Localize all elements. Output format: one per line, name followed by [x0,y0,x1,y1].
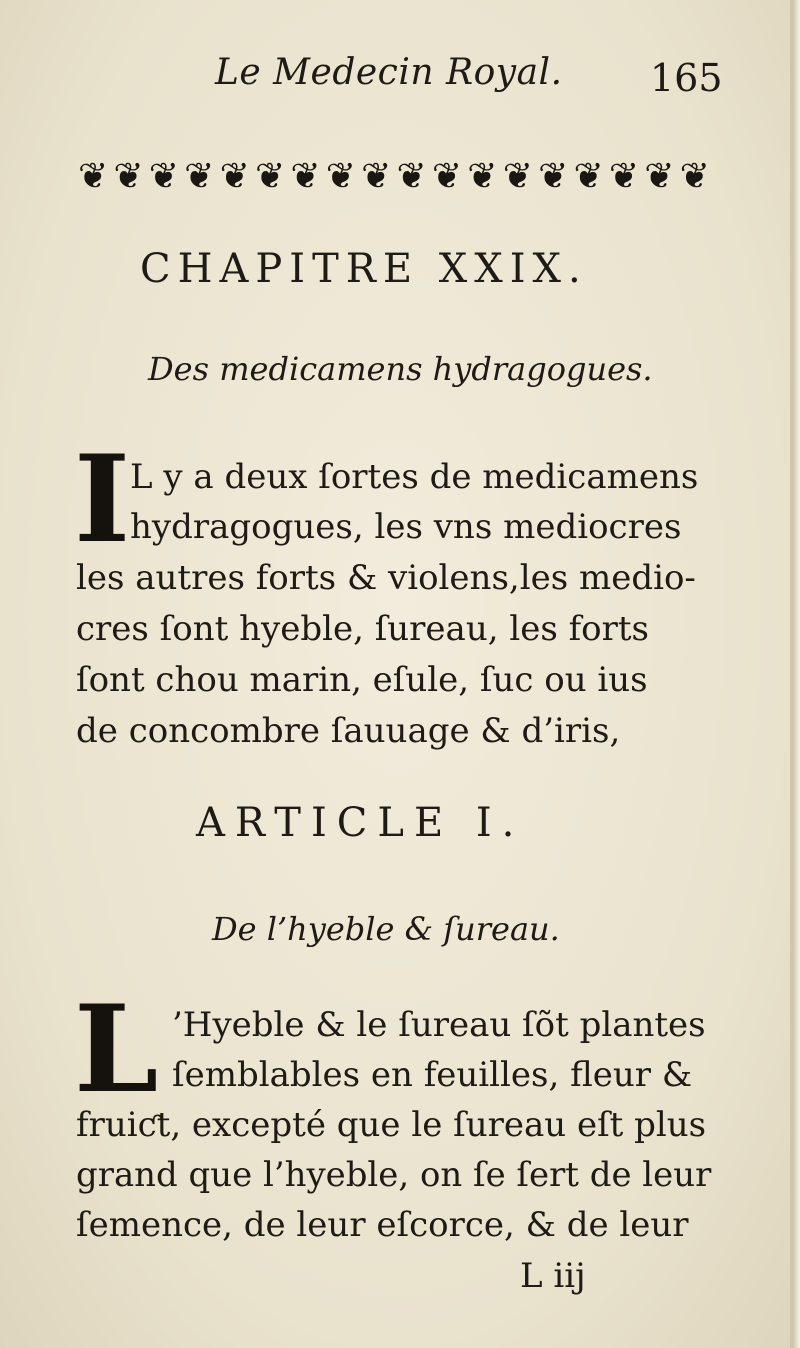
fleuron-icon: ❦ [219,156,250,197]
chapter-subtitle: Des medicamens hydragogues. [148,350,653,388]
article-heading: ARTICLE I. [196,800,525,846]
fleuron-icon: ❦ [467,156,498,197]
text-line: ſemence, de leur eſcorce, & de leur [76,1205,689,1245]
running-head-title: Le Medecin Royal. [215,52,563,93]
text-line: hydragogues, les vns mediocres [130,507,682,547]
text-line: ’Hyeble & le ſureau ſõt plantes [172,1005,706,1045]
fleuron-icon: ❦ [113,156,144,197]
text-line: les autres forts & violens,les medio- [76,558,696,598]
article-subtitle: De l’hyeble & ſureau. [212,910,560,948]
signature-mark: L iij [520,1256,586,1296]
fleuron-icon: ❦ [184,156,215,197]
fleuron-icon: ❦ [361,156,392,197]
page-number: 165 [650,56,723,100]
fleuron-icon: ❦ [502,156,533,197]
fleuron-icon: ❦ [325,156,356,197]
text-line: grand que l’hyeble, on ſe ſert de leur [76,1155,712,1195]
text-line: ſont chou marin, eſule, ſuc ou ius [76,660,648,700]
chapter-heading: CHAPITRE XXIX. [140,246,588,292]
fleuron-icon: ❦ [254,156,286,197]
fleuron-icon: ❦ [679,156,710,197]
fleuron-icon: ❦ [396,156,427,197]
fleuron-icon: ❦ [573,156,604,197]
drop-cap: I [74,429,131,570]
fleuron-icon: ❦ [78,156,109,197]
text-line: fruiƈt, excepté que le ſureau eſt plus [76,1105,707,1145]
drop-cap: L [74,979,159,1120]
text-line: L y a deux ſortes de medicamens [130,457,699,497]
fleuron-icon: ❦ [538,156,569,197]
page-edge [792,0,800,1348]
fleuron-icon: ❦ [431,156,463,197]
fleuron-icon: ❦ [290,156,321,197]
fleuron-icon: ❦ [148,156,179,197]
ornament-band [78,155,710,199]
fleuron-icon: ❦ [644,156,675,197]
text-line: de concombre ſauuage & d’iris, [76,711,621,751]
text-line: ſemblables en feuilles, fleur & [172,1055,693,1095]
fleuron-icon: ❦ [608,156,640,197]
text-line: cres ſont hyeble, ſureau, les forts [76,609,650,649]
